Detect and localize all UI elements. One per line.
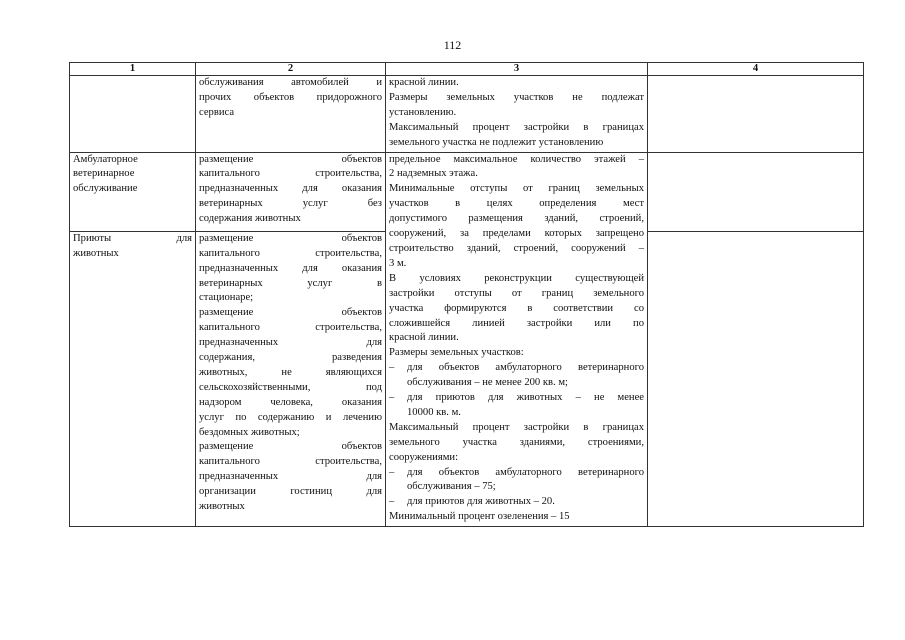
text-line: красной линии. [389,77,459,88]
cell-row2-col2 [196,152,386,231]
text-line: для объектов амбулаторного ветеринарного [407,466,644,478]
text-line: животных [73,247,119,259]
text-line: Приюты для [73,232,192,244]
dash-list-item [389,361,644,391]
text-line: Размеры земельных участков не подлежат [389,91,644,103]
text-line: прочих объектов придорожного [199,91,382,103]
text-line: предназначенных для [199,471,382,483]
text-line: капитального строительства, [199,322,382,334]
cell-row1-col3 [386,76,648,153]
page-number: 112 [443,38,462,52]
text-line: предназначенных для оказания [199,183,382,195]
text-line: сельскохозяйственными, под [199,381,382,393]
text-line: сооружениями: [389,451,459,463]
text-line: ветеринарных услуг без [199,198,382,210]
header-col-3: 3 [386,63,648,76]
text-line: Минимальный процент озеленения – 15 [389,511,570,523]
cell-row3-col1 [70,231,196,526]
text-line: услуг по содержанию и лечению [199,411,382,423]
text-line: обслуживания – не менее 200 кв. м; [407,377,568,389]
cell-merged-col3 [386,152,648,527]
text-line: для приютов для животных – 20. [407,496,555,508]
table-row [70,152,864,231]
cell-row1-col4 [648,76,864,153]
text-line: ветеринарных услуг в [199,277,382,289]
text-line: строительство зданий, строений, сооружений – [389,242,644,254]
dash-marker: – [389,392,395,404]
text-line: бездомных животных; [199,426,300,438]
text-line: участка формируются в соответствии со [389,302,644,314]
cell-row3-col2 [196,231,386,526]
text-line: организации гостиниц для [199,486,382,498]
dash-list-item [389,391,644,421]
header-col-4: 4 [648,63,864,76]
text-line: 10000 кв. м. [407,406,461,418]
dash-marker: – [389,362,395,374]
dash-marker: – [389,496,395,508]
text-line: Размеры земельных участков: [389,347,524,359]
text-line: Минимальные отступы от границ земельных [389,183,644,195]
cell-row2-col1 [70,152,196,231]
text-line: 3 м. [389,257,407,269]
cell-row1-col2 [196,76,386,153]
text-line: надзором человека, оказания [199,396,382,408]
table-header-row [70,63,864,76]
table-row [70,76,864,153]
text-line: обслуживание [73,183,138,195]
header-col-2: 2 [196,63,386,76]
text-line: 2 надземных этажа. [389,168,478,180]
text-line: Максимальный процент застройки в границах [389,421,644,433]
text-line: предназначенных для оказания [199,262,382,274]
text-line: животных, не являющихся [199,366,382,378]
text-line: содержания животных [199,213,301,225]
dash-list-item [389,466,644,496]
cell-row1-col1 [70,76,196,153]
text-line: земельного участка не подлежит установлению [389,136,604,148]
text-line: животных [199,501,245,513]
text-line: допустимого размещения зданий, строений, [389,213,644,225]
text-line: обслуживания – 75; [407,481,496,493]
text-line: стационаре; [199,292,254,304]
cell-row3-col4 [648,231,864,526]
text-line: размещение объектов [199,232,382,244]
text-line: предназначенных для [199,337,382,349]
cell-row2-col4 [648,152,864,231]
text-line: размещение объектов [199,441,382,453]
text-line: сервиса [199,106,235,118]
text-line: красной линии. [389,332,459,344]
dash-marker: – [389,466,395,478]
text-line: размещение объектов [199,307,382,319]
text-line: сооружений, за пределами которых запрещено [389,228,644,240]
regulations-table [69,62,864,527]
text-line: участков в целях определения мест [389,198,644,210]
text-line: для приютов для животных – не менее [407,392,644,404]
text-line: ветеринарное [73,168,135,180]
text-line: Максимальный процент застройки в границах [389,121,644,133]
text-line: капитального строительства, [199,168,382,180]
text-line: установлению. [389,106,457,118]
text-line: размещение объектов [199,153,382,165]
text-line: капитального строительства, [199,247,382,259]
text-line: застройки отступы от границ земельного [389,287,644,299]
text-line: Амбулаторное [73,153,138,165]
text-line: сложившейся линией застройки или по [389,317,644,329]
text-line: обслуживания автомобилей и [199,77,382,88]
header-col-1: 1 [70,63,196,76]
text-line: земельного участка зданиями, строениями, [389,436,644,448]
dash-list-item [389,495,644,510]
text-line: В условиях реконструкции существующей [389,272,644,284]
text-line: предельное максимальное количество этажей – [389,153,644,165]
text-line: капитального строительства, [199,456,382,468]
text-line: для объектов амбулаторного ветеринарного [407,362,644,374]
text-line: содержания, разведения [199,352,382,364]
